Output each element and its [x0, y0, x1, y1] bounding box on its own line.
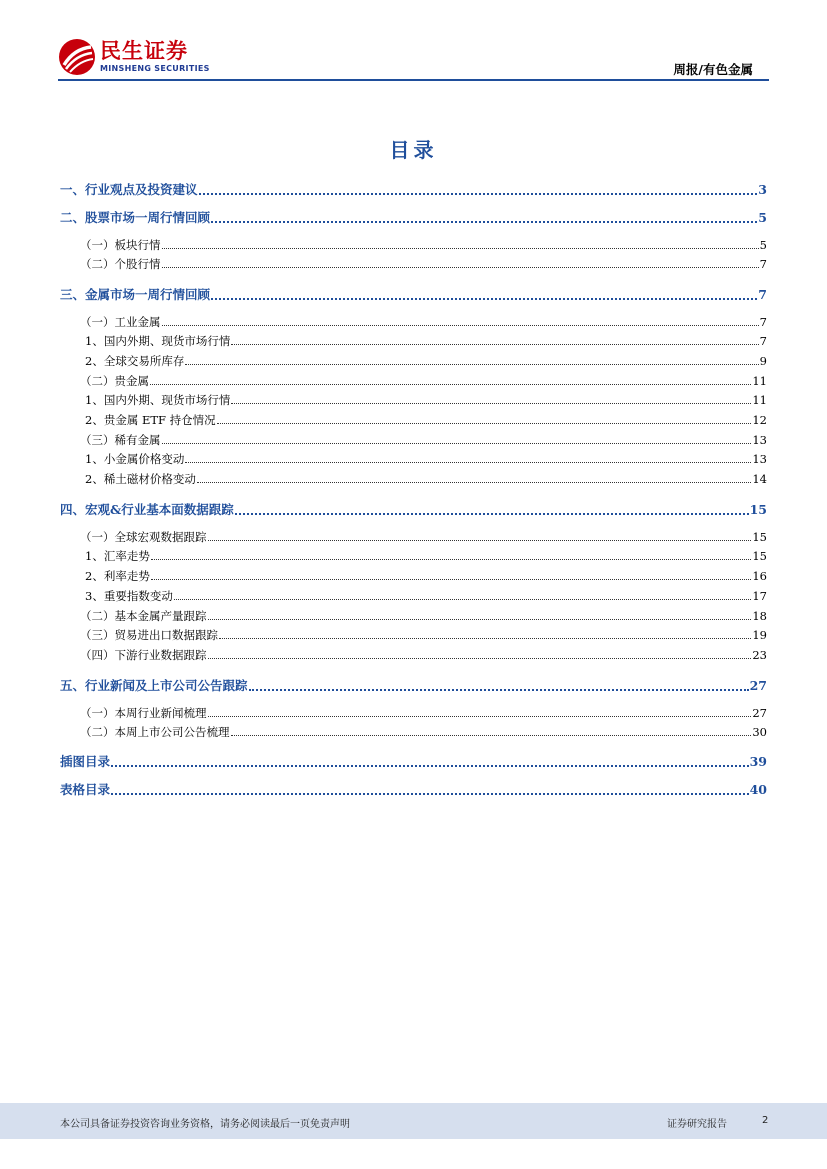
toc-leader-dots [185, 364, 758, 365]
footer-report-type: 证券研究报告 [667, 1119, 727, 1130]
toc-leader-dots [219, 638, 751, 639]
toc-leader-dots [235, 513, 749, 515]
toc-entry[interactable] [60, 568, 767, 584]
toc-entry[interactable] [60, 392, 767, 408]
toc-entry-label: （三）贸易进出口数据跟踪 [80, 628, 218, 642]
toc-entry[interactable] [60, 471, 767, 487]
toc-entry-label: 五、行业新闻及上市公司公告跟踪 [60, 678, 248, 693]
brand-name-cn: 民生证券 [100, 39, 188, 63]
toc-entry-label: 二、股票市场一周行情回顾 [60, 210, 211, 225]
toc-entry-page: 13 [752, 433, 767, 447]
toc-entry-label: （三）稀有金属 [80, 433, 161, 447]
toc-leader-dots [151, 579, 752, 580]
toc-leader-dots [199, 193, 758, 195]
toc-entry[interactable] [60, 285, 767, 303]
toc-entry[interactable] [60, 548, 767, 564]
toc-entry-page: 40 [749, 782, 767, 797]
toc-entry-page: 15 [749, 502, 767, 517]
toc-leader-dots [111, 765, 749, 767]
toc-leader-dots [162, 443, 752, 444]
toc-leader-dots [211, 298, 757, 300]
toc-entry[interactable] [60, 333, 767, 349]
toc-leader-dots [111, 793, 749, 795]
report-category: 周报/有色金属 [673, 62, 753, 77]
toc-entry-page: 11 [752, 374, 767, 388]
toc-title: 目录 [389, 138, 438, 162]
toc-entry[interactable] [60, 451, 767, 467]
toc-entry-page: 16 [752, 569, 767, 583]
toc-entry[interactable] [60, 432, 767, 448]
toc-entry[interactable] [60, 608, 767, 624]
toc-entry-page: 23 [752, 648, 767, 662]
toc-entry[interactable] [60, 237, 767, 253]
toc-entry-page: 7 [759, 257, 767, 271]
toc-entry-page: 27 [752, 706, 767, 720]
toc-entry-page: 14 [752, 472, 767, 486]
page-footer [0, 1103, 827, 1139]
toc-leader-dots [231, 344, 758, 345]
toc-entry[interactable] [60, 529, 767, 545]
toc-entry-page: 19 [752, 628, 767, 642]
toc-entry-page: 17 [752, 589, 767, 603]
toc-entry-page: 3 [758, 182, 767, 197]
toc-leader-dots [211, 221, 757, 223]
toc-entry-page: 39 [749, 754, 767, 769]
toc-entry-label: 2、稀土磁材价格变动 [85, 472, 196, 486]
toc-leader-dots [162, 267, 759, 268]
toc-entry-label: 2、贵金属 ETF 持仓情况 [85, 413, 216, 427]
toc-leader-dots [208, 619, 752, 620]
toc-entry[interactable] [60, 647, 767, 663]
toc-entry-label: （四）下游行业数据跟踪 [80, 648, 207, 662]
toc-entry-page: 7 [758, 287, 767, 302]
toc-entry-label: （二）本周上市公司公告梳理 [80, 725, 230, 739]
toc-leader-dots [151, 559, 752, 560]
toc-entry-page: 9 [759, 354, 767, 368]
toc-leader-dots [185, 462, 751, 463]
toc-leader-dots [217, 423, 752, 424]
footer-disclaimer: 本公司具备证券投资咨询业务资格，请务必阅读最后一页免责声明 [60, 1119, 350, 1130]
toc-leader-dots [208, 658, 752, 659]
toc-entry-page: 13 [752, 452, 767, 466]
toc-entry-label: 表格目录 [60, 782, 111, 797]
toc-entry-page: 7 [759, 315, 767, 329]
toc-entry-page: 27 [749, 678, 767, 693]
toc-entry-page: 15 [752, 549, 767, 563]
toc-entry-label: 四、宏观&行业基本面数据跟踪 [60, 502, 234, 517]
toc-leader-dots [208, 540, 752, 541]
toc-entry[interactable] [60, 752, 767, 770]
toc-leader-dots [197, 482, 752, 483]
toc-entry-label: 2、利率走势 [85, 569, 150, 583]
toc-entry-page: 11 [752, 393, 767, 407]
toc-leader-dots [249, 689, 749, 691]
toc-leader-dots [174, 599, 752, 600]
toc-entry[interactable] [60, 208, 767, 226]
toc-entry[interactable] [60, 353, 767, 369]
page-header [0, 0, 827, 90]
toc-leader-dots [231, 403, 751, 404]
toc-entry-label: 1、国内外期、现货市场行情 [85, 393, 231, 407]
toc-entry[interactable] [60, 500, 767, 518]
toc-entry-label: 1、小金属价格变动 [85, 452, 185, 466]
toc-entry[interactable] [60, 724, 767, 740]
toc-entry-label: 3、重要指数变动 [85, 589, 173, 603]
toc-entry-label: （一）板块行情 [80, 238, 161, 252]
toc-leader-dots [231, 735, 752, 736]
toc-entry[interactable] [60, 314, 767, 330]
toc-entry[interactable] [60, 627, 767, 643]
toc-entry-page: 15 [752, 530, 767, 544]
minsheng-logo-icon [58, 38, 96, 76]
toc-entry-label: 三、金属市场一周行情回顾 [60, 287, 211, 302]
toc-entry-label: （一）工业金属 [80, 315, 161, 329]
toc-entry[interactable] [60, 780, 767, 798]
toc-entry-label: 1、汇率走势 [85, 549, 150, 563]
toc-entry[interactable] [60, 180, 767, 198]
toc-entry-label: 1、国内外期、现货市场行情 [85, 334, 231, 348]
page-number: 2 [762, 1115, 769, 1126]
toc-entry-page: 12 [752, 413, 767, 427]
toc-entry[interactable] [60, 588, 767, 604]
toc-entry[interactable] [60, 412, 767, 428]
toc-entry-page: 5 [758, 210, 767, 225]
toc-entry[interactable] [60, 705, 767, 721]
toc-entry-page: 30 [752, 725, 767, 739]
toc-leader-dots [150, 384, 751, 385]
toc-entry-label: 一、行业观点及投资建议 [60, 182, 198, 197]
toc-entry-page: 18 [752, 609, 767, 623]
toc-leader-dots [162, 248, 759, 249]
toc-entry-label: （二）贵金属 [80, 374, 149, 388]
toc-entry-label: （二）个股行情 [80, 257, 161, 271]
header-divider [58, 79, 769, 81]
toc-entry-label: （二）基本金属产量跟踪 [80, 609, 207, 623]
toc-entry[interactable] [60, 256, 767, 272]
brand-name-en: MINSHENG SECURITIES [100, 64, 210, 73]
toc-entry-page: 5 [759, 238, 767, 252]
toc-entry-page: 7 [759, 334, 767, 348]
toc-leader-dots [208, 716, 752, 717]
minsheng-logo [58, 38, 218, 82]
toc-entry[interactable] [60, 676, 767, 694]
toc-entry[interactable] [60, 373, 767, 389]
toc-entry-label: 2、全球交易所库存 [85, 354, 185, 368]
toc-entry-label: 插图目录 [60, 754, 111, 769]
toc-entry-label: （一）全球宏观数据跟踪 [80, 530, 207, 544]
toc-entry-label: （一）本周行业新闻梳理 [80, 706, 207, 720]
toc-leader-dots [162, 325, 759, 326]
